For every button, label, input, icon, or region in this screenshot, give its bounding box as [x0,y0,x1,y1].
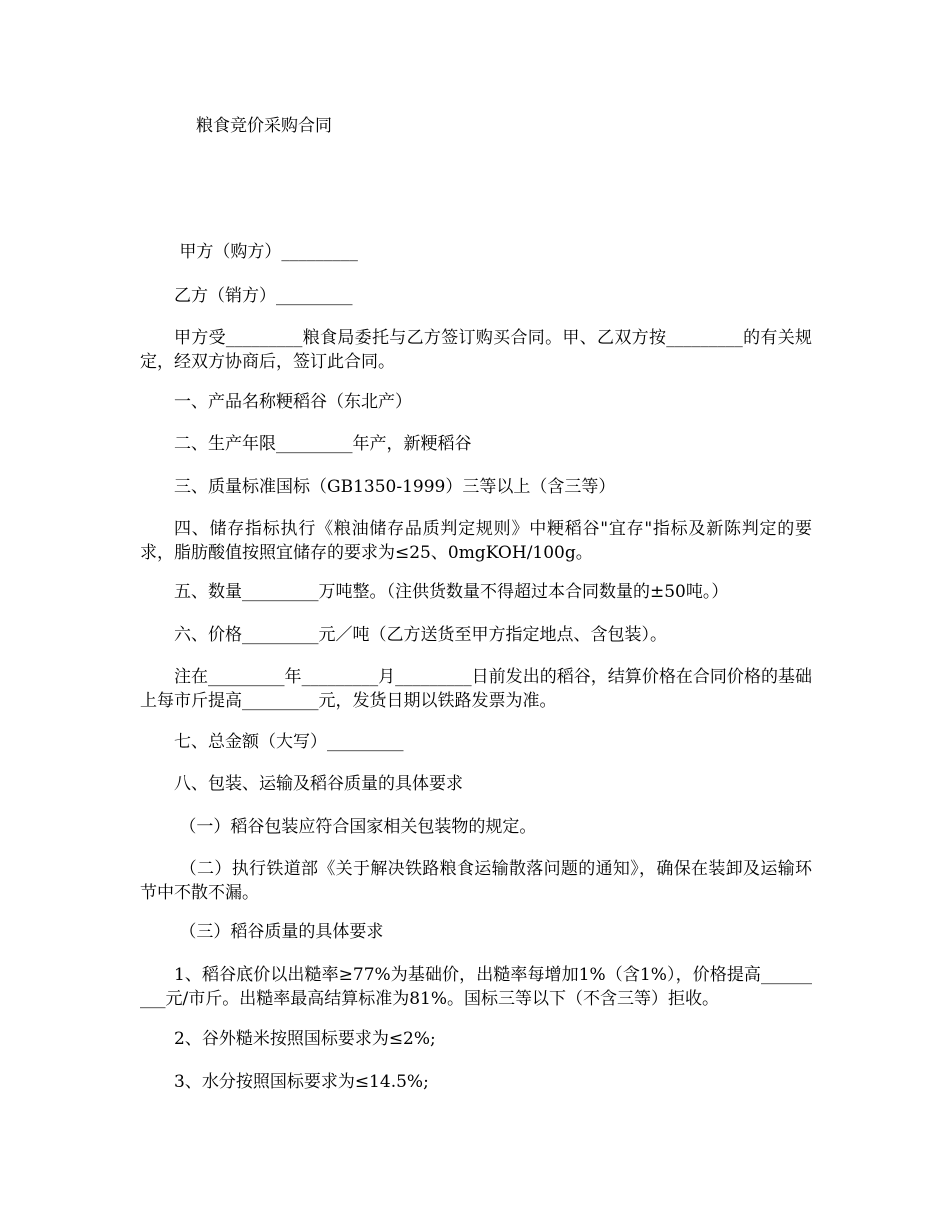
clause-8-item-3: （三）稻谷质量的具体要求 [174,922,384,942]
intro-paragraph: 甲方受_________粮食局委托与乙方签订购买合同。甲、乙双方按_________的有关规定，经双方协商后，签订此合同。 [140,328,812,372]
clause-8-heading: 八、包装、运输及稻谷质量的具体要求 [174,774,463,794]
clause-5-quantity: 五、数量_________万吨整。（注供货数量不得超过本合同数量的±50吨。） [174,582,729,602]
price-note: 注在_________年_________月_________日前发出的稻谷，结算价格在合同价格的基础上每市斤提高_________元，发货日期以铁路发票为准。 [140,667,812,711]
clause-3-quality-standard: 三、质量标准国标（GB1350-1999）三等以上（含三等） [174,477,616,497]
quality-requirement-2: 2、谷外糙米按照国标要求为≤2%; [174,1029,436,1049]
clause-1-product-name: 一、产品名称粳稻谷（东北产） [174,392,412,412]
quality-requirement-3: 3、水分按照国标要求为≤14.5%; [174,1072,429,1092]
clause-4-storage-index: 四、储存指标执行《粮油储存品质判定规则》中粳稻谷"宜存"指标及新陈判定的要求，脂肪酸值按照宜储存的要求为≤25、0mgKOH/100g。 [140,519,812,563]
clause-7-total-amount: 七、总金额（大写）_________ [174,732,404,752]
party-b-line: 乙方（销方）_________ [174,286,353,306]
quality-requirement-1: 1、稻谷底价以出糙率≥77%为基础价，出糙率每增加1%（含1%），价格提高_________元/市斤。出糙率最高结算标准为81%。国标三等以下（不含三等）拒收。 [140,965,812,1009]
clause-8-item-1: （一）稻谷包装应符合国家相关包装物的规定。 [174,817,537,837]
clause-6-price: 六、价格_________元／吨（乙方送货至甲方指定地点、含包装）。 [174,625,667,645]
document-title: 粮食竞价采购合同 [196,116,332,136]
party-a-line: 甲方（购方）_________ [174,242,358,262]
clause-2-production-year: 二、生产年限_________年产，新粳稻谷 [174,434,472,454]
clause-8-item-2: （二）执行铁道部《关于解决铁路粮食运输散落问题的通知》，确保在装卸及运输环节中不散不漏。 [140,859,812,903]
